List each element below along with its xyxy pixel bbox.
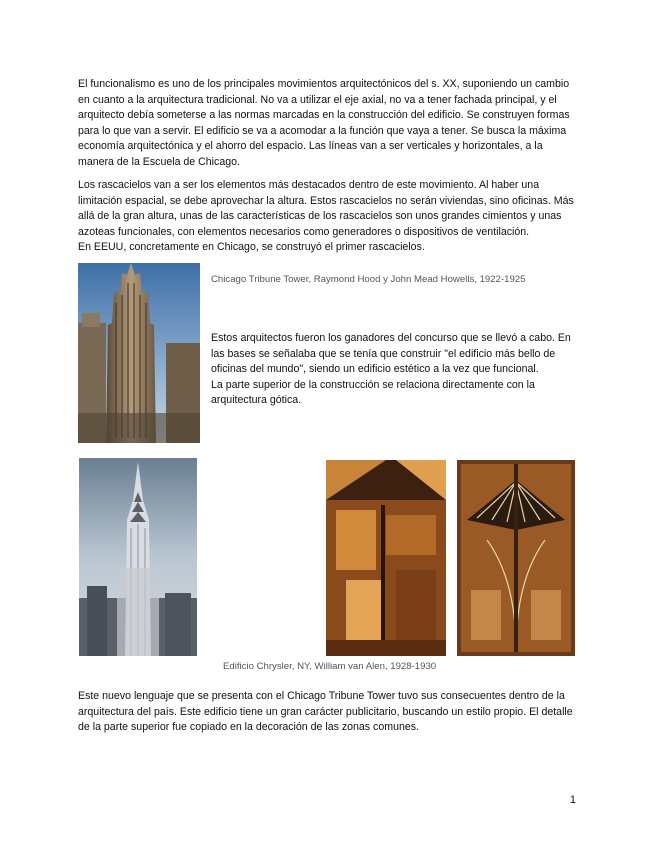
text-line: Los rascacielos van a ser los elementos más destacados dentro de este movimiento. Al haber una (78, 179, 540, 191)
tribune-tower-photo (78, 263, 200, 443)
text-line: La parte superior de la construcción se relaciona directamente con la (211, 378, 535, 391)
text-line: en cuanto a la arquitectura tradicional. No va a utilizar el eje axial, no va a tener fachada principal, y el (78, 93, 557, 106)
text-line: de la parte superior fue copiado en la decoración de las zonas comunes. (78, 721, 419, 734)
chrysler-building-photo (79, 458, 197, 656)
text-line: El funcionalismo es uno de los principales movimientos arquitectónicos del s. XX, suponiendo un cambio (78, 78, 570, 90)
text-line: economía arquitectónica y el ahorro del espacio. Las líneas van a ser verticales y horizontales, a la (78, 140, 543, 153)
text-line: limitación espacial, se debe aprovechar la altura. Estos rascacielos no serán viviendas, sino oficinas. Más (78, 194, 574, 207)
text-line: azoteas funcionales, con elementos necesarios como generadores o dispositivos de ventilación. (78, 225, 530, 238)
text-line: las bases se señalaba que se tenía que construir "el edificio más bello de (211, 347, 556, 360)
chrysler-lobby-photo (326, 460, 446, 656)
text-line: Este nuevo lenguaje que se presenta con el Chicago Tribune Tower tuvo sus consecuentes dentro de la (78, 690, 565, 702)
page-number: 1 (569, 794, 576, 806)
text-line: En EEUU, concretamente en Chicago, se construyó el primer rascacielos. (78, 241, 425, 254)
text-line: arquitectura del país. Este edificio tiene un gran carácter publicitario, buscando un estilo propio. El detalle (78, 705, 573, 718)
text-line: allá de la gran altura, unas de las características de los rascacielos son unos grandes cimientos y unas (78, 210, 562, 223)
tribune-caption: Chicago Tribune Tower, Raymond Hood y John Mead Howells, 1922-1925 (211, 274, 526, 285)
text-line: oficinas del mundo", siendo un edificio estético a la vez que funcional. (211, 363, 539, 376)
text-line: arquitectura gótica. (211, 394, 302, 407)
text-line: para lo que van a servir. El edificio se va a acomodar a la función que vaya a tener. Se busca la máxima (78, 124, 567, 137)
tribune-description (211, 331, 579, 409)
intro-paragraph-1 (78, 77, 578, 171)
text-line: Estos arquitectos fueron los ganadores del concurso que se llevó a cabo. En (211, 332, 571, 344)
intro-paragraph-2 (78, 178, 578, 256)
text-line: arquitecto debía someterse a las normas marcadas en la construcción del edificio. Se construyen formas (78, 109, 570, 122)
closing-paragraph (78, 689, 578, 736)
text-line: manera de la Escuela de Chicago. (78, 155, 240, 168)
chrysler-elevator-door-photo (457, 460, 575, 656)
chrysler-caption: Edificio Chrysler, NY, William van Alen, 1928-1930 (223, 661, 437, 672)
